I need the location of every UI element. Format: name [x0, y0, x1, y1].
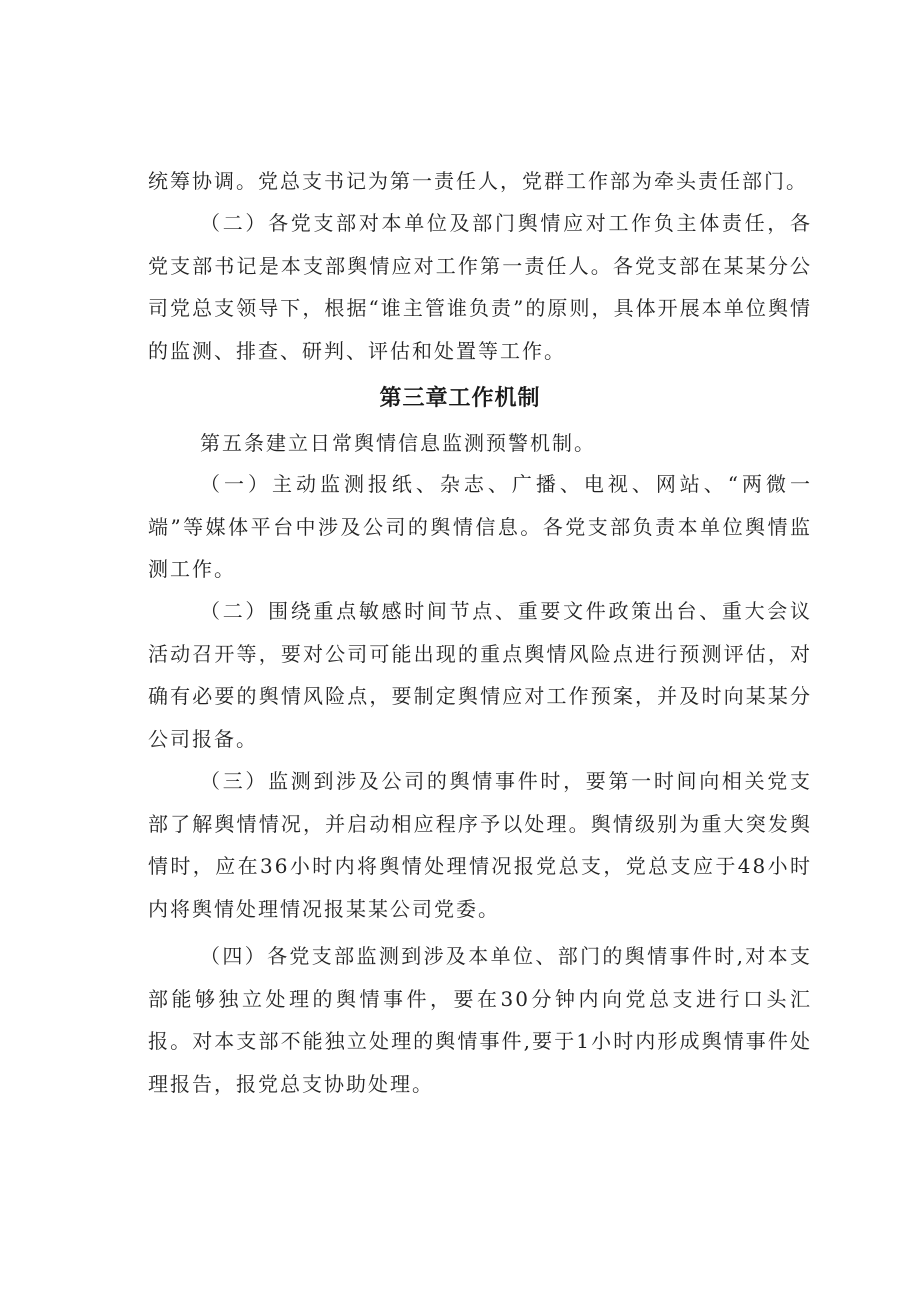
item-1-paragraph: （一）主动监测报纸、杂志、广播、电视、网站、“两微一端”等媒体平台中涉及公司的舆情信息。各党支部负责本单位舆情监测工作。	[148, 472, 812, 581]
item-3-paragraph: （三）监测到涉及公司的舆情事件时，要第一时间向相关党支部了解舆情情况，并启动相应程序予以处理。舆情级别为重大突发舆情时，应在36小时内将舆情处理情况报党总支，党总支应于48小时内将舆情处理情况报某某公司党委。	[148, 769, 812, 921]
article-5-title: 第五条建立日常舆情信息监测预警机制。	[200, 431, 596, 455]
paragraph-responsibility: （二）各党支部对本单位及部门舆情应对工作负主体责任，各党支部书记是本支部舆情应对工作第一责任人。各党支部在某某分公司党总支领导下，根据“谁主管谁负责”的原则，具体开展本单位舆情的监测、排查、研判、评估和处置等工作。	[148, 211, 812, 363]
chapter-title: 第三章工作机制	[379, 386, 541, 411]
lead-paragraph: 统筹协调。党总支书记为第一责任人，党群工作部为牵头责任部门。	[148, 169, 808, 193]
item-2-paragraph: （二）围绕重点敏感时间节点、重要文件政策出台、重大会议活动召开等，要对公司可能出现的重点舆情风险点进行预测评估，对确有必要的舆情风险点，要制定舆情应对工作预案，并及时向某某分公司报备。	[148, 599, 812, 751]
item-4-paragraph: （四）各党支部监测到涉及本单位、部门的舆情事件时,对本支部能够独立处理的舆情事件，要在30分钟内向党总支进行口头汇报。对本支部不能独立处理的舆情事件,要于1小时内形成舆情事件处理报告，报党总支协助处理。	[148, 944, 812, 1096]
